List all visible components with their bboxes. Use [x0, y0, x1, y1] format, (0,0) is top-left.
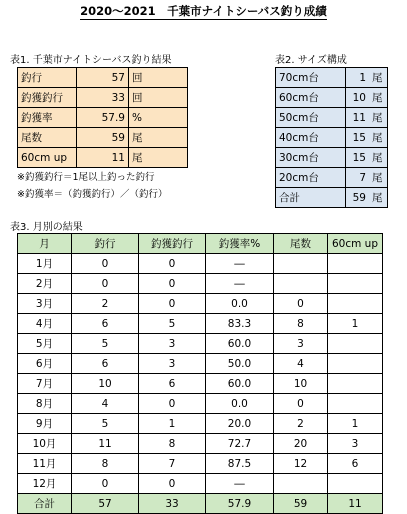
page-title-text: 2020～2021 千葉市ナイトシーバス釣り成績	[80, 4, 327, 18]
row-value: 15	[346, 128, 370, 148]
row-unit: 尾	[129, 148, 188, 168]
total-cell-fish-count: 59	[274, 494, 328, 514]
cell-fish-count: 3	[274, 334, 328, 354]
table1-note: ※釣獲率＝（釣獲釣行）／（釣行）	[17, 189, 168, 200]
cell-fish-count: 10	[274, 374, 328, 394]
total-cell-catch-trips: 33	[139, 494, 206, 514]
cell-month: 4月	[18, 314, 72, 334]
row-label: 尾数	[18, 128, 77, 148]
header-trips: 釣行	[72, 234, 139, 254]
row-label: 釣獲釣行	[18, 88, 77, 108]
row-label: 20cm台	[276, 168, 346, 188]
cell-fish-count	[274, 274, 328, 294]
cell-month: 9月	[18, 414, 72, 434]
row-label: 70cm台	[276, 68, 346, 88]
table1-note: ※釣獲釣行＝1尾以上釣った釣行	[17, 172, 155, 183]
cell-60cm-up	[328, 374, 383, 394]
cell-60cm-up	[328, 474, 383, 494]
header-catch-rate: 釣獲率%	[206, 234, 274, 254]
table3-monthly	[17, 233, 383, 514]
row-value: 7	[346, 168, 370, 188]
table2-caption: 表2. サイズ構成	[275, 55, 347, 66]
cell-fish-count	[274, 254, 328, 274]
cell-60cm-up: 6	[328, 454, 383, 474]
cell-month: 1月	[18, 254, 72, 274]
table-row	[18, 354, 383, 374]
table-row	[276, 128, 388, 148]
row-label: 釣獲率	[18, 108, 77, 128]
table-row	[18, 374, 383, 394]
cell-fish-count: 8	[274, 314, 328, 334]
cell-catch-trips: 8	[139, 434, 206, 454]
row-value: 33	[77, 88, 129, 108]
header-month: 月	[18, 234, 72, 254]
page-title	[0, 3, 407, 19]
cell-catch-trips: 0	[139, 274, 206, 294]
row-unit: 尾	[369, 148, 388, 168]
row-value: 11	[77, 148, 129, 168]
row-unit: 尾	[369, 168, 388, 188]
row-value: 57.9	[77, 108, 129, 128]
table-row	[276, 168, 388, 188]
cell-month: 3月	[18, 294, 72, 314]
cell-catch-rate: 60.0	[206, 374, 274, 394]
cell-catch-rate: 60.0	[206, 334, 274, 354]
cell-month: 6月	[18, 354, 72, 374]
cell-trips: 8	[72, 454, 139, 474]
cell-catch-trips: 7	[139, 454, 206, 474]
table-row	[18, 108, 188, 128]
cell-month: 11月	[18, 454, 72, 474]
row-value: 57	[77, 68, 129, 88]
cell-trips: 5	[72, 334, 139, 354]
cell-60cm-up	[328, 394, 383, 414]
table-row	[18, 314, 383, 334]
table-row	[276, 148, 388, 168]
cell-60cm-up	[328, 294, 383, 314]
row-unit: 尾	[369, 108, 388, 128]
cell-trips: 11	[72, 434, 139, 454]
cell-catch-trips: 5	[139, 314, 206, 334]
row-unit: 回	[129, 88, 188, 108]
cell-fish-count: 4	[274, 354, 328, 374]
table-header-row	[18, 234, 383, 254]
row-unit: %	[129, 108, 188, 128]
cell-trips: 0	[72, 474, 139, 494]
table-row	[18, 474, 383, 494]
row-value: 59	[77, 128, 129, 148]
cell-trips: 0	[72, 254, 139, 274]
cell-trips: 6	[72, 314, 139, 334]
cell-fish-count	[274, 474, 328, 494]
cell-fish-count: 2	[274, 414, 328, 434]
cell-catch-rate: 20.0	[206, 414, 274, 434]
row-value: 11	[346, 108, 370, 128]
cell-catch-rate: ―	[206, 274, 274, 294]
table-row	[18, 294, 383, 314]
cell-month: 2月	[18, 274, 72, 294]
cell-catch-trips: 0	[139, 254, 206, 274]
header-catch-trips: 釣獲釣行	[139, 234, 206, 254]
cell-month: 10月	[18, 434, 72, 454]
total-value: 59	[346, 188, 370, 208]
row-value: 10	[346, 88, 370, 108]
cell-catch-rate: ―	[206, 474, 274, 494]
table-total-row	[18, 494, 383, 514]
header-60cm-up: 60cm up	[328, 234, 383, 254]
cell-catch-trips: 3	[139, 334, 206, 354]
table-row	[18, 394, 383, 414]
cell-catch-trips: 0	[139, 394, 206, 414]
total-unit: 尾	[369, 188, 388, 208]
cell-60cm-up	[328, 274, 383, 294]
table-row	[18, 334, 383, 354]
row-unit: 尾	[369, 128, 388, 148]
row-label: 40cm台	[276, 128, 346, 148]
table-row	[18, 148, 188, 168]
cell-catch-trips: 0	[139, 474, 206, 494]
row-value: 15	[346, 148, 370, 168]
table-row	[18, 434, 383, 454]
cell-trips: 6	[72, 354, 139, 374]
row-label: 60cm台	[276, 88, 346, 108]
cell-trips: 5	[72, 414, 139, 434]
cell-catch-rate: 72.7	[206, 434, 274, 454]
row-label: 釣行	[18, 68, 77, 88]
table-row	[18, 454, 383, 474]
cell-60cm-up: 1	[328, 414, 383, 434]
cell-catch-trips: 1	[139, 414, 206, 434]
cell-60cm-up	[328, 354, 383, 374]
row-label: 30cm台	[276, 148, 346, 168]
total-label: 合計	[276, 188, 346, 208]
cell-catch-rate: 0.0	[206, 394, 274, 414]
cell-60cm-up	[328, 254, 383, 274]
table-row	[18, 274, 383, 294]
cell-month: 12月	[18, 474, 72, 494]
cell-catch-rate: 87.5	[206, 454, 274, 474]
table1-summary	[17, 67, 188, 168]
cell-catch-trips: 6	[139, 374, 206, 394]
total-cell-catch-rate: 57.9	[206, 494, 274, 514]
row-unit: 尾	[129, 128, 188, 148]
cell-catch-rate: 50.0	[206, 354, 274, 374]
table-row	[276, 108, 388, 128]
cell-60cm-up: 3	[328, 434, 383, 454]
table-row	[276, 88, 388, 108]
row-value: 1	[346, 68, 370, 88]
table-row	[18, 254, 383, 274]
row-unit: 尾	[369, 68, 388, 88]
table-row	[18, 68, 188, 88]
cell-60cm-up	[328, 334, 383, 354]
cell-month: 5月	[18, 334, 72, 354]
cell-catch-trips: 3	[139, 354, 206, 374]
table-row	[18, 128, 188, 148]
cell-fish-count: 12	[274, 454, 328, 474]
table-row	[18, 414, 383, 434]
cell-60cm-up: 1	[328, 314, 383, 334]
cell-catch-rate: ―	[206, 254, 274, 274]
cell-trips: 4	[72, 394, 139, 414]
cell-month: 8月	[18, 394, 72, 414]
table2-size	[275, 67, 388, 208]
cell-trips: 0	[72, 274, 139, 294]
table1-caption: 表1. 千葉市ナイトシーバス釣り結果	[10, 55, 172, 66]
table-row	[276, 68, 388, 88]
row-label: 50cm台	[276, 108, 346, 128]
header-fish-count: 尾数	[274, 234, 328, 254]
row-unit: 回	[129, 68, 188, 88]
cell-fish-count: 0	[274, 294, 328, 314]
table3-caption: 表3. 月別の結果	[10, 222, 83, 233]
cell-catch-rate: 83.3	[206, 314, 274, 334]
table-total-row	[276, 188, 388, 208]
total-cell-trips: 57	[72, 494, 139, 514]
cell-month: 7月	[18, 374, 72, 394]
table-row	[18, 88, 188, 108]
cell-fish-count: 0	[274, 394, 328, 414]
cell-trips: 2	[72, 294, 139, 314]
total-cell-month: 合計	[18, 494, 72, 514]
cell-catch-rate: 0.0	[206, 294, 274, 314]
cell-fish-count: 20	[274, 434, 328, 454]
cell-trips: 10	[72, 374, 139, 394]
row-label: 60cm up	[18, 148, 77, 168]
total-cell-60cm-up: 11	[328, 494, 383, 514]
row-unit: 尾	[369, 88, 388, 108]
cell-catch-trips: 0	[139, 294, 206, 314]
